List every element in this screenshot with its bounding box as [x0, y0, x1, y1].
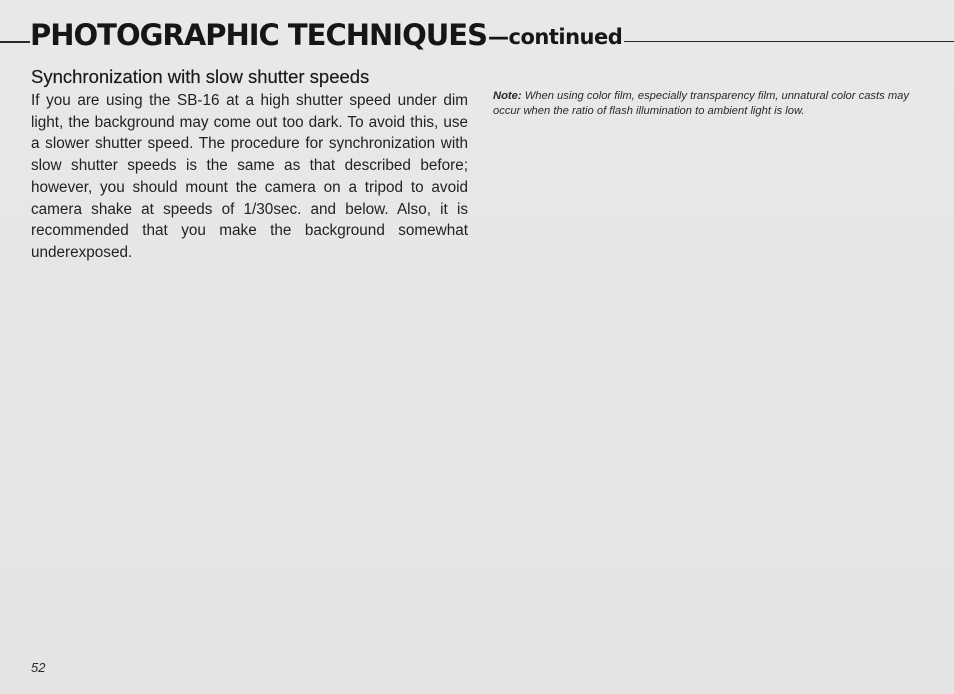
left-column: [31, 66, 468, 264]
section-body: If you are using the SB-16 at a high shutter speed under dim light, the background may come out too dark. To avoid this, use a slower shutter speed. The procedure for synchronization with slow shutter speeds is the same as that described before; however, you should mount the camera on a tripod to avoid camera shake at speeds of 1/30sec. and below. Also, it is recommended that you make the background somewhat underexposed.: [31, 92, 468, 261]
page-title-continued: —continued: [488, 25, 623, 49]
page-number: 52: [31, 660, 46, 675]
note-label: Note:: [493, 90, 522, 102]
note-text: When using color film, especially transparency film, unnatural color casts may occur when the ratio of flash illumination to ambient light is low.: [493, 90, 909, 117]
page-title: PHOTOGRAPHIC TECHNIQUES: [30, 18, 487, 52]
page-header: [0, 12, 954, 52]
section-heading: Synchronization with slow shutter speeds: [31, 66, 370, 87]
header-rule-right: [624, 41, 954, 42]
header-rule-left: [0, 41, 30, 43]
note-block: [493, 89, 933, 119]
